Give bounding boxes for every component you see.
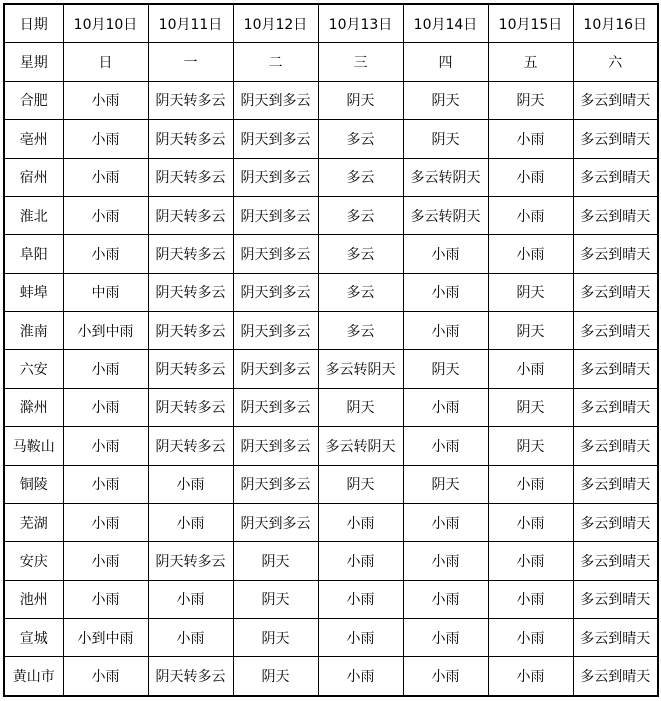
weekday-cell: 六	[573, 43, 658, 81]
weekday-cell: 一	[148, 43, 233, 81]
forecast-cell: 阴天转多云	[148, 350, 233, 388]
weekday-cell: 日	[63, 43, 148, 81]
city-row	[4, 619, 658, 657]
forecast-cell: 阴天到多云	[233, 312, 318, 350]
city-name: 淮南	[4, 312, 63, 350]
city-name: 铜陵	[4, 465, 63, 503]
forecast-cell: 小雨	[488, 350, 573, 388]
forecast-cell: 多云到晴天	[573, 158, 658, 196]
date-cell: 10月11日	[148, 4, 233, 43]
forecast-cell: 小雨	[63, 235, 148, 273]
date-cell: 10月15日	[488, 4, 573, 43]
forecast-cell: 小到中雨	[63, 312, 148, 350]
forecast-cell: 多云到晴天	[573, 503, 658, 541]
forecast-cell: 阴天	[318, 465, 403, 503]
forecast-cell: 小雨	[488, 542, 573, 580]
city-name: 安庆	[4, 542, 63, 580]
forecast-cell: 阴天转多云	[148, 427, 233, 465]
forecast-cell: 多云	[318, 196, 403, 234]
forecast-cell: 小雨	[63, 388, 148, 426]
date-cell: 10月10日	[63, 4, 148, 43]
forecast-cell: 多云到晴天	[573, 465, 658, 503]
forecast-cell: 阴天到多云	[233, 427, 318, 465]
forecast-cell: 多云到晴天	[573, 350, 658, 388]
forecast-cell: 阴天	[233, 657, 318, 696]
city-row	[4, 81, 658, 119]
city-name: 滁州	[4, 388, 63, 426]
forecast-cell: 小雨	[403, 657, 488, 696]
weekday-row	[4, 43, 658, 81]
forecast-cell: 阴天	[488, 273, 573, 311]
weekday-cell: 三	[318, 43, 403, 81]
forecast-cell: 小雨	[488, 657, 573, 696]
forecast-cell: 小雨	[403, 388, 488, 426]
forecast-cell: 小雨	[318, 619, 403, 657]
city-row	[4, 465, 658, 503]
forecast-cell: 小雨	[488, 120, 573, 158]
forecast-cell: 小雨	[403, 503, 488, 541]
forecast-cell: 阴天	[318, 81, 403, 119]
city-row	[4, 427, 658, 465]
forecast-cell: 阴天	[403, 465, 488, 503]
forecast-cell: 多云到晴天	[573, 619, 658, 657]
forecast-cell: 小雨	[488, 503, 573, 541]
city-row	[4, 580, 658, 618]
forecast-cell: 阴天转多云	[148, 542, 233, 580]
forecast-cell: 小雨	[63, 542, 148, 580]
forecast-cell: 阴天	[488, 312, 573, 350]
city-row	[4, 273, 658, 311]
forecast-cell: 阴天转多云	[148, 235, 233, 273]
forecast-cell: 多云到晴天	[573, 196, 658, 234]
city-name: 黄山市	[4, 657, 63, 696]
city-name: 亳州	[4, 120, 63, 158]
forecast-cell: 阴天	[233, 580, 318, 618]
forecast-cell: 阴天转多云	[148, 158, 233, 196]
forecast-cell: 小雨	[403, 542, 488, 580]
forecast-cell: 阴天到多云	[233, 120, 318, 158]
forecast-cell: 阴天转多云	[148, 81, 233, 119]
forecast-cell: 小雨	[148, 465, 233, 503]
forecast-cell: 多云转阴天	[318, 427, 403, 465]
forecast-cell: 小雨	[318, 657, 403, 696]
forecast-cell: 多云到晴天	[573, 427, 658, 465]
forecast-cell: 多云转阴天	[403, 196, 488, 234]
city-name: 马鞍山	[4, 427, 63, 465]
forecast-cell: 小雨	[148, 619, 233, 657]
date-cell: 10月14日	[403, 4, 488, 43]
weekday-header-label: 星期	[4, 43, 63, 81]
forecast-cell: 阴天到多云	[233, 350, 318, 388]
forecast-cell: 小雨	[403, 235, 488, 273]
city-name: 六安	[4, 350, 63, 388]
forecast-cell: 多云到晴天	[573, 388, 658, 426]
city-row	[4, 158, 658, 196]
city-name: 宣城	[4, 619, 63, 657]
weekday-cell: 二	[233, 43, 318, 81]
city-row	[4, 312, 658, 350]
city-name: 合肥	[4, 81, 63, 119]
forecast-cell: 阴天	[403, 120, 488, 158]
forecast-cell: 小雨	[403, 273, 488, 311]
weekday-cell: 五	[488, 43, 573, 81]
forecast-cell: 阴天转多云	[148, 273, 233, 311]
forecast-cell: 多云到晴天	[573, 81, 658, 119]
forecast-cell: 多云转阴天	[318, 350, 403, 388]
forecast-cell: 小雨	[318, 542, 403, 580]
forecast-cell: 小雨	[488, 580, 573, 618]
forecast-cell: 小雨	[148, 503, 233, 541]
forecast-cell: 小雨	[63, 657, 148, 696]
forecast-cell: 阴天	[403, 350, 488, 388]
forecast-cell: 小雨	[488, 619, 573, 657]
forecast-cell: 小雨	[63, 465, 148, 503]
forecast-cell: 小到中雨	[63, 619, 148, 657]
forecast-cell: 阴天	[488, 388, 573, 426]
forecast-cell: 阴天到多云	[233, 158, 318, 196]
forecast-cell: 小雨	[488, 235, 573, 273]
weather-forecast-table	[3, 3, 659, 697]
forecast-cell: 小雨	[403, 427, 488, 465]
city-name: 芜湖	[4, 503, 63, 541]
forecast-cell: 小雨	[318, 580, 403, 618]
date-header-label: 日期	[4, 4, 63, 43]
forecast-cell: 小雨	[488, 158, 573, 196]
forecast-cell: 多云	[318, 158, 403, 196]
forecast-cell: 阴天	[488, 81, 573, 119]
forecast-cell: 小雨	[148, 580, 233, 618]
forecast-cell: 小雨	[63, 158, 148, 196]
forecast-cell: 阴天到多云	[233, 388, 318, 426]
city-row	[4, 388, 658, 426]
city-row	[4, 542, 658, 580]
city-name: 蚌埠	[4, 273, 63, 311]
forecast-cell: 中雨	[63, 273, 148, 311]
forecast-cell: 多云	[318, 120, 403, 158]
forecast-cell: 多云到晴天	[573, 235, 658, 273]
forecast-cell: 阴天	[233, 542, 318, 580]
forecast-cell: 多云到晴天	[573, 273, 658, 311]
weekday-cell: 四	[403, 43, 488, 81]
forecast-cell: 多云	[318, 312, 403, 350]
forecast-cell: 阴天到多云	[233, 465, 318, 503]
forecast-cell: 小雨	[63, 427, 148, 465]
forecast-cell: 小雨	[403, 312, 488, 350]
forecast-cell: 阴天转多云	[148, 657, 233, 696]
city-row	[4, 196, 658, 234]
forecast-cell: 阴天转多云	[148, 312, 233, 350]
forecast-cell: 阴天	[233, 619, 318, 657]
forecast-cell: 小雨	[63, 503, 148, 541]
forecast-cell: 阴天到多云	[233, 273, 318, 311]
weather-table-body	[4, 4, 658, 696]
forecast-cell: 阴天	[318, 388, 403, 426]
forecast-cell: 小雨	[403, 580, 488, 618]
forecast-cell: 阴天到多云	[233, 196, 318, 234]
forecast-cell: 多云到晴天	[573, 312, 658, 350]
city-row	[4, 657, 658, 696]
forecast-cell: 阴天到多云	[233, 235, 318, 273]
forecast-cell: 小雨	[318, 503, 403, 541]
forecast-cell: 阴天转多云	[148, 388, 233, 426]
forecast-cell: 阴天	[488, 427, 573, 465]
forecast-cell: 小雨	[63, 580, 148, 618]
city-name: 池州	[4, 580, 63, 618]
forecast-cell: 小雨	[488, 465, 573, 503]
date-cell: 10月13日	[318, 4, 403, 43]
forecast-cell: 阴天转多云	[148, 120, 233, 158]
city-name: 阜阳	[4, 235, 63, 273]
forecast-cell: 多云	[318, 235, 403, 273]
forecast-cell: 小雨	[488, 196, 573, 234]
forecast-cell: 小雨	[63, 81, 148, 119]
forecast-cell: 多云转阴天	[403, 158, 488, 196]
city-name: 淮北	[4, 196, 63, 234]
forecast-cell: 小雨	[403, 619, 488, 657]
forecast-cell: 阴天到多云	[233, 81, 318, 119]
forecast-cell: 多云	[318, 273, 403, 311]
city-row	[4, 120, 658, 158]
forecast-cell: 多云到晴天	[573, 542, 658, 580]
forecast-cell: 小雨	[63, 196, 148, 234]
forecast-cell: 多云到晴天	[573, 657, 658, 696]
forecast-cell: 小雨	[63, 120, 148, 158]
date-header-row	[4, 4, 658, 43]
forecast-cell: 多云到晴天	[573, 580, 658, 618]
city-name: 宿州	[4, 158, 63, 196]
weather-table-container	[3, 3, 659, 697]
city-row	[4, 350, 658, 388]
city-row	[4, 235, 658, 273]
date-cell: 10月16日	[573, 4, 658, 43]
date-cell: 10月12日	[233, 4, 318, 43]
forecast-cell: 小雨	[63, 350, 148, 388]
forecast-cell: 阴天	[403, 81, 488, 119]
forecast-cell: 多云到晴天	[573, 120, 658, 158]
forecast-cell: 阴天转多云	[148, 196, 233, 234]
city-row	[4, 503, 658, 541]
forecast-cell: 阴天到多云	[233, 503, 318, 541]
